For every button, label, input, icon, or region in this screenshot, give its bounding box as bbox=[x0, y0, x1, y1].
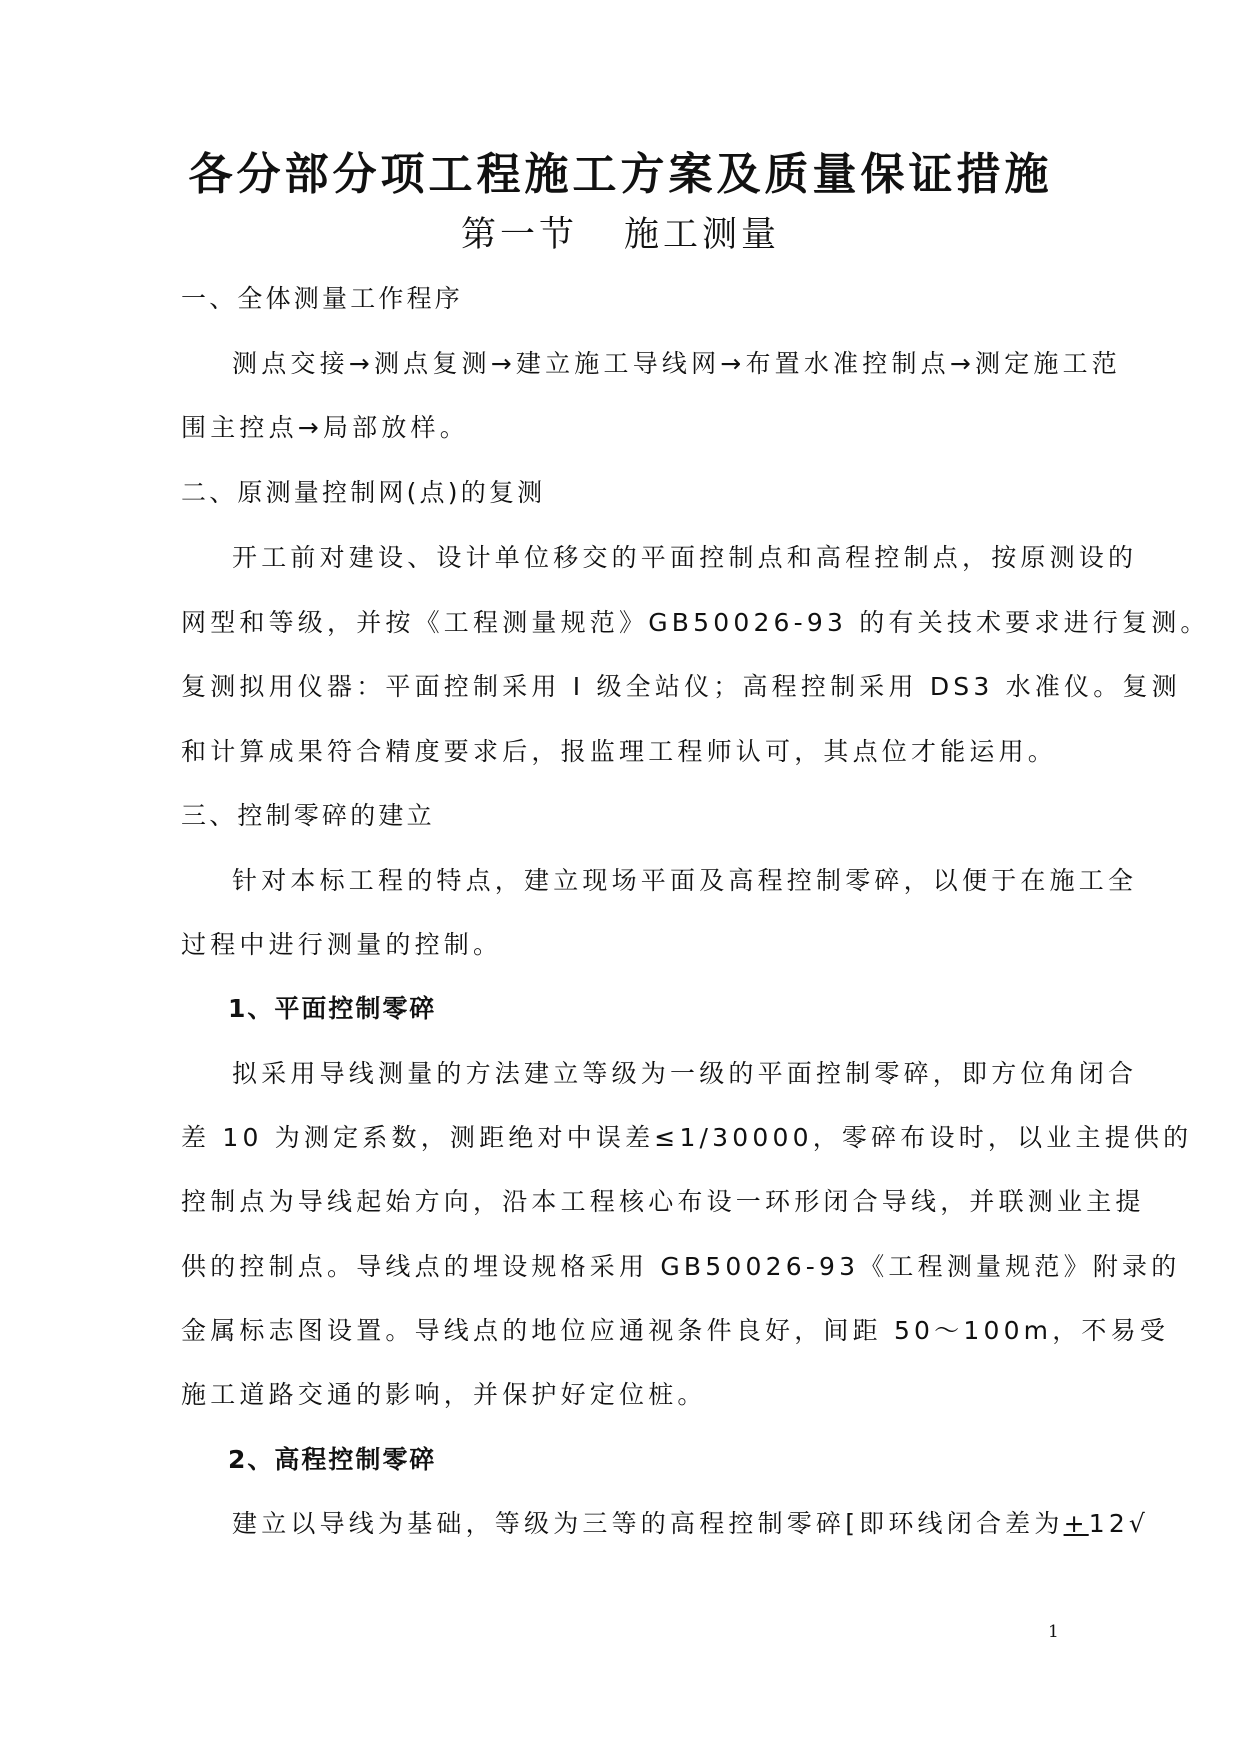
paragraph-line: 施工道路交通的影响，并保护好定位桩。 bbox=[181, 1380, 707, 1409]
paragraph-line: 金属标志图设置。导线点的地位应通视条件良好，间距 50～100m，不易受 bbox=[181, 1316, 1170, 1345]
section-number: 第一节 bbox=[460, 215, 578, 255]
heading-3: 三、控制零碎的建立 bbox=[181, 801, 435, 830]
section-heading bbox=[0, 207, 1241, 257]
paragraph-line: 网型和等级，并按《工程测量规范》GB50026-93 的有关技术要求进行复测。 bbox=[181, 608, 1210, 637]
paragraph-line: 控制点为导线起始方向，沿本工程核心布设一环形闭合导线，并联测业主提 bbox=[181, 1187, 1145, 1216]
subheading-2: 2、高程控制零碎 bbox=[228, 1445, 437, 1474]
heading-2: 二、原测量控制网(点)的复测 bbox=[181, 478, 546, 507]
formula-text: 12√ bbox=[1088, 1509, 1150, 1538]
paragraph-line: 复测拟用仪器：平面控制采用 I 级全站仪；高程控制采用 DS3 水准仪。复测 bbox=[181, 672, 1181, 701]
subheading-1: 1、平面控制零碎 bbox=[228, 994, 437, 1023]
paragraph-line: 差 10 为测定系数，测距绝对中误差≤1/30000，零碎布设时，以业主提供的 bbox=[181, 1123, 1193, 1152]
paragraph-line: 测点交接→测点复测→建立施工导线网→布置水准控制点→测定施工范 bbox=[232, 349, 1121, 378]
heading-1: 一、全体测量工作程序 bbox=[181, 284, 464, 313]
paragraph-line: 针对本标工程的特点，建立现场平面及高程控制零碎，以便于在施工全 bbox=[232, 866, 1138, 895]
paragraph-line: 围主控点→局部放样。 bbox=[181, 413, 469, 442]
paragraph-line: 供的控制点。导线点的埋设规格采用 GB50026-93《工程测量规范》附录的 bbox=[181, 1252, 1181, 1281]
paragraph-line: 拟采用导线测量的方法建立等级为一级的平面控制零碎，即方位角闭合 bbox=[232, 1059, 1138, 1088]
section-name: 施工测量 bbox=[624, 215, 781, 255]
plus-minus-sign: + bbox=[1063, 1509, 1089, 1538]
page-number: 1 bbox=[1048, 1622, 1059, 1642]
document-title: 各分部分项工程施工方案及质量保证措施 bbox=[188, 149, 1053, 200]
paragraph-line bbox=[232, 1504, 1150, 1544]
paragraph-line: 和计算成果符合精度要求后，报监理工程师认可，其点位才能运用。 bbox=[181, 737, 1058, 766]
paragraph-line: 开工前对建设、设计单位移交的平面控制点和高程控制点，按原测设的 bbox=[232, 543, 1138, 572]
paragraph-line: 过程中进行测量的控制。 bbox=[181, 930, 503, 959]
paragraph-text: 建立以导线为基础，等级为三等的高程控制零碎[即环线闭合差为 bbox=[232, 1509, 1064, 1538]
